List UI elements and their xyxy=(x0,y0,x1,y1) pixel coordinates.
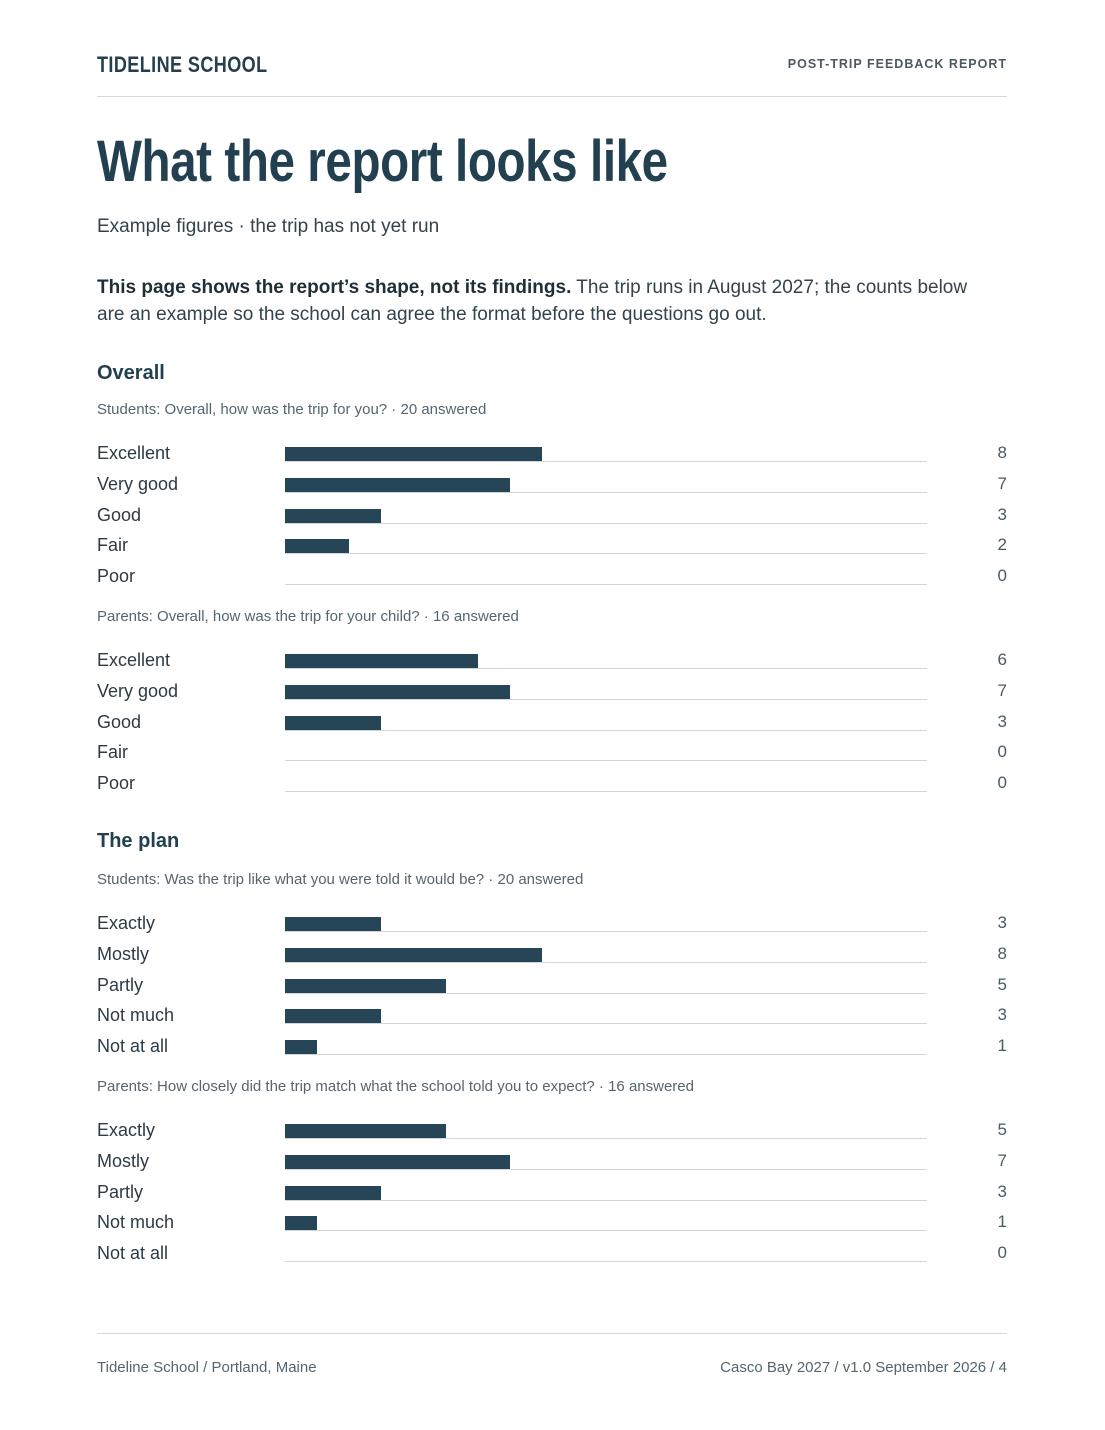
bar xyxy=(285,1040,317,1054)
category-label: Excellent xyxy=(97,443,171,463)
chart-row xyxy=(97,1212,1007,1242)
chart-row xyxy=(97,913,1007,943)
bar xyxy=(285,1216,317,1230)
page-header xyxy=(97,50,1007,97)
chart-row xyxy=(97,681,1007,711)
school-brand: TIDELINE SCHOOL xyxy=(97,52,268,77)
chart-title-students-plan: Students: Was the trip like what you were told it would be? · 20 answered xyxy=(97,871,584,888)
category-label: Mostly xyxy=(97,1150,150,1171)
page-footer xyxy=(97,1333,1007,1384)
chart-row xyxy=(97,742,1007,772)
chart-row xyxy=(97,712,1007,742)
bar-track xyxy=(285,931,927,932)
bar-track xyxy=(285,584,927,585)
category-label: Very good xyxy=(97,680,179,701)
value-label: 5 xyxy=(997,1120,1007,1139)
category-label: Poor xyxy=(97,773,136,794)
bar-track xyxy=(285,730,927,731)
section-heading-plan: The plan xyxy=(97,830,180,852)
category-label: Not much xyxy=(97,1212,175,1233)
chart-row xyxy=(97,1005,1007,1035)
category-label: Mostly xyxy=(97,943,150,964)
bar xyxy=(285,1009,381,1023)
value-label: 7 xyxy=(997,473,1007,493)
bar xyxy=(285,478,510,492)
category-label: Fair xyxy=(97,535,128,556)
value-label: 0 xyxy=(997,742,1007,762)
value-label: 8 xyxy=(997,943,1007,963)
page-title: What the report looks like xyxy=(97,129,668,194)
chart-row xyxy=(97,474,1007,504)
bar-track xyxy=(285,492,927,493)
value-label: 0 xyxy=(997,566,1007,586)
chart-row xyxy=(97,535,1007,565)
value-label: 3 xyxy=(997,913,1007,932)
category-label: Not much xyxy=(97,1005,175,1026)
bar xyxy=(285,654,478,668)
value-label: 2 xyxy=(997,535,1007,555)
value-label: 0 xyxy=(997,1243,1007,1263)
chart-row xyxy=(97,566,1007,596)
chart-row xyxy=(97,773,1007,803)
category-label: Exactly xyxy=(97,913,156,933)
bar-track xyxy=(285,1230,927,1231)
bar-track xyxy=(285,1200,927,1201)
value-label: 3 xyxy=(997,1181,1007,1201)
category-label: Poor xyxy=(97,566,136,587)
bar-track xyxy=(285,791,927,792)
intro-lead: This page shows the report’s shape, not its findings. xyxy=(97,277,572,298)
bar-track xyxy=(285,523,927,524)
bar xyxy=(285,539,349,553)
value-label: 1 xyxy=(997,1036,1007,1056)
bar-track xyxy=(285,668,927,669)
value-label: 3 xyxy=(997,711,1007,731)
chart-row xyxy=(97,505,1007,535)
bar xyxy=(285,979,446,993)
chart-title-students-overall: Students: Overall, how was the trip for you? · 20 answered xyxy=(97,401,487,418)
value-label: 7 xyxy=(997,680,1007,700)
chart-row xyxy=(97,1151,1007,1181)
bar-track xyxy=(285,962,927,963)
value-label: 0 xyxy=(997,773,1007,793)
category-label: Partly xyxy=(97,974,144,995)
bar xyxy=(285,948,542,962)
bar xyxy=(285,447,542,461)
value-label: 3 xyxy=(997,1005,1007,1025)
bar-track xyxy=(285,760,927,761)
category-label: Exactly xyxy=(97,1120,156,1140)
bar xyxy=(285,1186,381,1200)
bar xyxy=(285,509,381,523)
value-label: 8 xyxy=(997,443,1007,462)
category-label: Fair xyxy=(97,742,128,763)
bar xyxy=(285,1124,446,1138)
category-label: Not at all xyxy=(97,1243,169,1264)
bar-track xyxy=(285,461,927,462)
category-label: Good xyxy=(97,711,142,732)
chart-row xyxy=(97,443,1007,473)
value-label: 3 xyxy=(997,504,1007,524)
bar-track xyxy=(285,1054,927,1055)
chart-title-parents-plan: Parents: How closely did the trip match what the school told you to expect? · 16 answered xyxy=(97,1078,694,1095)
category-label: Very good xyxy=(97,473,179,494)
category-label: Not at all xyxy=(97,1036,169,1057)
page-subtitle: Example figures · the trip has not yet run xyxy=(97,216,440,237)
category-label: Excellent xyxy=(97,650,171,670)
bar-track xyxy=(285,553,927,554)
intro-body: The trip runs in August 2027; the counts below are an example so the school can agree the format before the questions go out. xyxy=(97,277,968,325)
footer-document-info: Casco Bay 2027 / v1.0 September 2026 / 4 xyxy=(720,1359,1007,1376)
bar-track xyxy=(285,993,927,994)
value-label: 7 xyxy=(997,1150,1007,1170)
bar xyxy=(285,716,381,730)
section-heading-overall: Overall xyxy=(97,362,165,384)
intro-paragraph xyxy=(97,274,997,328)
value-label: 1 xyxy=(997,1212,1007,1232)
value-label: 6 xyxy=(997,650,1007,669)
category-label: Good xyxy=(97,504,142,525)
bar xyxy=(285,685,510,699)
document-type-label: POST-TRIP FEEDBACK REPORT xyxy=(787,57,1007,71)
chart-row xyxy=(97,1036,1007,1066)
bar xyxy=(285,917,381,931)
chart-row xyxy=(97,650,1007,680)
bar-track xyxy=(285,1138,927,1139)
chart-row xyxy=(97,1243,1007,1273)
bar-track xyxy=(285,1023,927,1024)
footer-school-location: Tideline School / Portland, Maine xyxy=(97,1359,317,1376)
category-label: Partly xyxy=(97,1181,144,1202)
chart-title-parents-overall: Parents: Overall, how was the trip for your child? · 16 answered xyxy=(97,608,519,625)
bar-track xyxy=(285,1169,927,1170)
bar xyxy=(285,1155,510,1169)
bar-track xyxy=(285,699,927,700)
chart-row xyxy=(97,1120,1007,1150)
chart-row xyxy=(97,1182,1007,1212)
bar-track xyxy=(285,1261,927,1262)
chart-row xyxy=(97,944,1007,974)
chart-row xyxy=(97,975,1007,1005)
value-label: 5 xyxy=(997,974,1007,994)
